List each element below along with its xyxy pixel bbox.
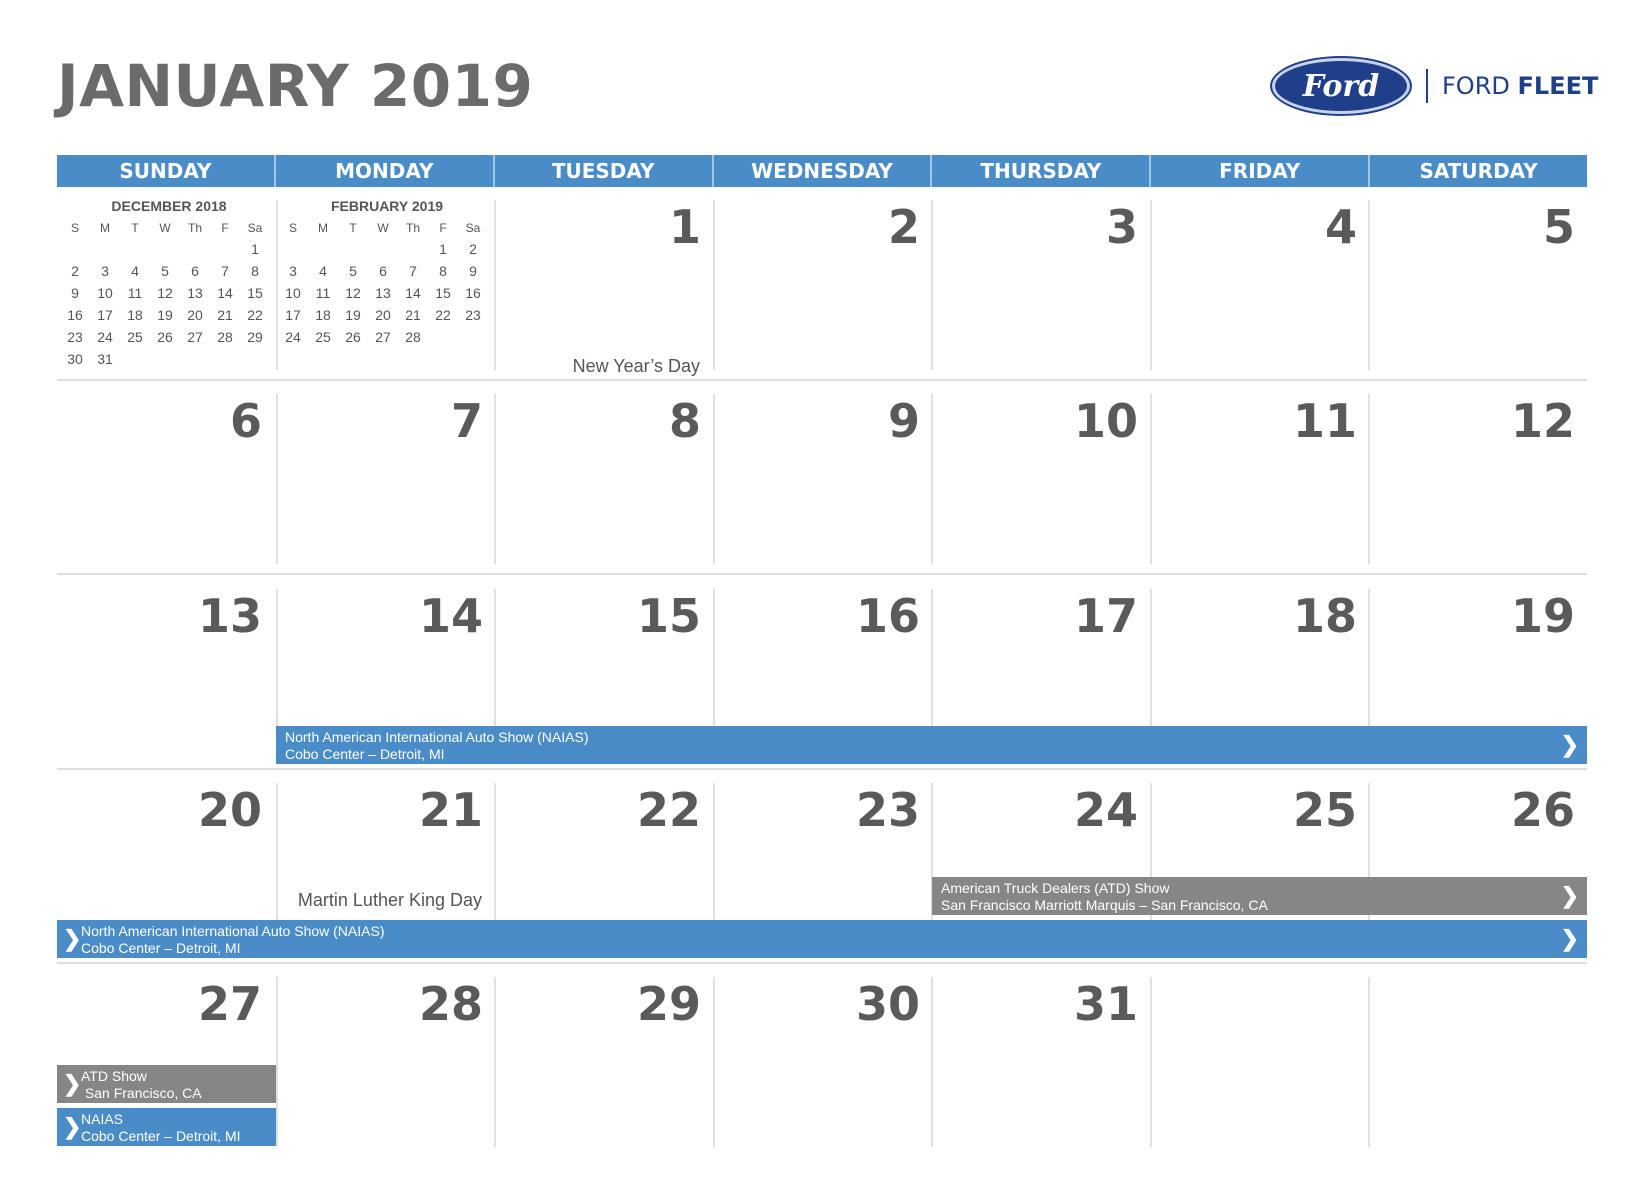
mini-calendar-day: 1 (439, 241, 447, 257)
mini-calendar-day: 22 (247, 307, 263, 323)
day-number: 29 (636, 977, 701, 1031)
mini-calendar-weekday: M (100, 221, 110, 235)
ford-oval-logo: Ford (1272, 58, 1410, 114)
mini-calendar-day (120, 348, 150, 370)
event-atd-show-continued[interactable]: ❯ ATD Show San Francisco, CA (57, 1065, 276, 1103)
mini-calendar-day (368, 238, 398, 260)
weekday-friday: FRIDAY (1151, 155, 1370, 187)
mini-calendar-day: 4 (319, 263, 327, 279)
mini-calendar-day: 14 (217, 285, 233, 301)
mini-calendar-day: 25 (127, 329, 143, 345)
mini-calendar-weekday: Th (405, 221, 420, 235)
day-number: 21 (418, 783, 483, 837)
mini-calendar-day: 23 (465, 307, 481, 323)
mini-calendar-day: 11 (315, 285, 331, 301)
week-divider (57, 768, 1587, 770)
day-cell[interactable] (1150, 977, 1371, 1147)
day-number: 9 (887, 394, 920, 448)
day-number: 10 (1073, 394, 1138, 448)
mini-calendar-day: 9 (469, 263, 477, 279)
page-title: JANUARY 2019 (57, 52, 534, 120)
mini-calendar-day: 25 (315, 329, 331, 345)
mini-calendar-day: 24 (97, 329, 113, 345)
holiday-mlk-day: Martin Luther King Day (297, 890, 482, 910)
chevron-left-icon: ❯ (63, 1114, 82, 1139)
mini-calendar-weekday: Sa (247, 221, 263, 235)
day-number: 13 (197, 589, 262, 643)
weekday-saturday: SATURDAY (1419, 159, 1538, 183)
day-cell[interactable] (713, 200, 934, 370)
day-cell[interactable] (1368, 977, 1589, 1147)
mini-calendar-weekday: W (159, 221, 171, 235)
mini-calendar-day (458, 326, 488, 348)
mini-calendar-day: 19 (157, 307, 173, 323)
mini-calendar-weekday: S (70, 221, 79, 235)
weekday-header (57, 155, 1587, 187)
day-number: 1 (668, 200, 701, 254)
mini-calendar-day: 26 (345, 329, 361, 345)
mini-calendar-day (180, 238, 210, 260)
day-cell[interactable] (1150, 200, 1371, 370)
mini-calendar-day: 16 (67, 307, 83, 323)
mini-calendar-day (338, 238, 368, 260)
day-number: 30 (855, 977, 920, 1031)
mini-calendar-day: 12 (345, 285, 361, 301)
chevron-left-icon: ❯ (63, 1071, 82, 1096)
mini-calendar-day: 16 (465, 285, 481, 301)
day-number: 23 (855, 783, 920, 837)
mini-calendar-day (308, 238, 338, 260)
day-number: 31 (1073, 977, 1138, 1031)
mini-calendar-day: 7 (409, 263, 417, 279)
mini-calendar-day: 3 (289, 263, 297, 279)
brand-name: FORD FLEET (1442, 72, 1599, 100)
mini-calendar-december (60, 198, 270, 370)
day-number: 27 (197, 977, 262, 1031)
mini-calendar-day (398, 238, 428, 260)
day-number: 14 (418, 589, 483, 643)
mini-calendar-day: 1 (251, 241, 259, 257)
mini-calendar-weekday: Th (187, 221, 202, 235)
mini-calendar-day: 24 (285, 329, 301, 345)
day-number: 15 (636, 589, 701, 643)
day-cell[interactable] (931, 977, 1152, 1147)
mini-calendar-weekday: F (439, 221, 447, 235)
mini-calendar-day: 7 (221, 263, 229, 279)
mini-calendar-day (150, 238, 180, 260)
day-cell[interactable] (713, 394, 934, 564)
mini-calendar-day: 2 (71, 263, 79, 279)
mini-calendar-weekday: S (288, 221, 297, 235)
event-atd-show[interactable]: American Truck Dealers (ATD) Show San Francisco Marriott Marquis – San Francisco, CA ❯ (932, 877, 1587, 915)
mini-calendar-day: 8 (439, 263, 447, 279)
day-cell[interactable] (494, 200, 715, 370)
day-cell[interactable] (1150, 394, 1371, 564)
chevron-right-icon: ❯ (1560, 732, 1579, 757)
mini-calendar-day: 2 (469, 241, 477, 257)
mini-calendar-february (278, 198, 488, 348)
mini-calendar-weekday: T (349, 221, 357, 235)
day-number: 18 (1292, 589, 1357, 643)
chevron-right-icon: ❯ (1560, 883, 1579, 908)
mini-calendar-title: FEBRUARY 2019 (330, 198, 444, 214)
logo-divider (1426, 69, 1428, 103)
day-number: 22 (636, 783, 701, 837)
mini-calendar-day: 5 (161, 263, 169, 279)
mini-calendar-day: 22 (435, 307, 451, 323)
mini-calendar-day (120, 238, 150, 260)
week-divider (57, 379, 1587, 381)
mini-calendar-day: 29 (247, 329, 263, 345)
mini-calendar-weekday: W (377, 221, 389, 235)
mini-calendar-day: 6 (191, 263, 199, 279)
mini-calendar-day: 19 (345, 307, 361, 323)
mini-calendar-day: 20 (187, 307, 203, 323)
mini-calendar-day: 17 (285, 307, 301, 323)
day-number: 2 (887, 200, 920, 254)
day-number: 3 (1105, 200, 1138, 254)
mini-calendar-day: 3 (101, 263, 109, 279)
week-divider (57, 573, 1587, 575)
mini-calendar-day: 10 (285, 285, 301, 301)
day-cell[interactable] (57, 394, 276, 564)
mini-calendar-day: 10 (97, 285, 113, 301)
day-number: 20 (197, 783, 262, 837)
day-number: 16 (855, 589, 920, 643)
mini-calendar-day (150, 348, 180, 370)
mini-calendar-weekday: F (221, 221, 229, 235)
mini-calendar-day: 20 (375, 307, 391, 323)
event-naias-continued[interactable]: ❯ NAIAS Cobo Center – Detroit, MI (57, 1108, 276, 1146)
mini-calendar-day: 13 (375, 285, 391, 301)
mini-calendar-day: 9 (71, 285, 79, 301)
day-number: 7 (450, 394, 483, 448)
ford-fleet-logo (1272, 60, 1598, 112)
mini-calendar-day: 8 (251, 263, 259, 279)
mini-calendar-day: 6 (379, 263, 387, 279)
mini-calendar-day (240, 348, 270, 370)
weekday-thursday: THURSDAY (932, 155, 1151, 187)
day-number: 12 (1510, 394, 1575, 448)
mini-calendar-day: 11 (127, 285, 143, 301)
day-number: 6 (229, 394, 262, 448)
mini-calendar-day: 12 (157, 285, 173, 301)
mini-calendar-day: 31 (97, 351, 113, 367)
mini-calendar-day (60, 238, 90, 260)
event-naias-continued[interactable]: ❯ North American International Auto Show (NAIAS) Cobo Center – Detroit, MI ❯ (57, 920, 1587, 958)
mini-calendar-day: 28 (405, 329, 421, 345)
mini-calendar-day (210, 238, 240, 260)
mini-calendar-day: 15 (247, 285, 263, 301)
day-number: 8 (668, 394, 701, 448)
mini-calendar-day: 17 (97, 307, 113, 323)
day-number: 4 (1324, 200, 1357, 254)
chevron-right-icon: ❯ (1560, 926, 1579, 951)
day-number: 11 (1292, 394, 1357, 448)
mini-calendar-weekday: T (131, 221, 139, 235)
weekday-tuesday: TUESDAY (495, 155, 714, 187)
mini-calendar-day (278, 238, 308, 260)
weekday-monday: MONDAY (276, 155, 495, 187)
mini-calendar-day: 21 (405, 307, 421, 323)
mini-calendar-day: 26 (157, 329, 173, 345)
mini-calendar-day: 23 (67, 329, 83, 345)
mini-calendar-day (428, 326, 458, 348)
mini-calendar-weekday: Sa (465, 221, 481, 235)
mini-calendar-day: 30 (67, 351, 83, 367)
mini-calendar-day: 18 (315, 307, 331, 323)
day-cell[interactable] (57, 589, 276, 759)
mini-calendar-title: DECEMBER 2018 (111, 198, 227, 214)
mini-calendar-day (90, 238, 120, 260)
mini-calendar-day (180, 348, 210, 370)
day-number: 5 (1542, 200, 1575, 254)
day-cell[interactable] (1368, 200, 1589, 370)
day-cell[interactable] (931, 200, 1152, 370)
weekday-wednesday: WEDNESDAY (714, 155, 933, 187)
weekday-sunday: SUNDAY (57, 155, 276, 187)
mini-calendar-day: 21 (217, 307, 233, 323)
day-number: 25 (1292, 783, 1357, 837)
day-cell[interactable] (931, 394, 1152, 564)
mini-calendar-day (210, 348, 240, 370)
holiday-new-years-day: New Year’s Day (572, 356, 700, 376)
day-number: 26 (1510, 783, 1575, 837)
mini-calendar-day: 4 (131, 263, 139, 279)
day-number: 28 (418, 977, 483, 1031)
mini-calendar-day: 15 (435, 285, 451, 301)
mini-calendar-day: 14 (405, 285, 421, 301)
chevron-left-icon: ❯ (63, 926, 82, 951)
mini-calendar-day: 18 (127, 307, 143, 323)
mini-calendar-day: 27 (187, 329, 203, 345)
mini-calendar-day: 13 (187, 285, 203, 301)
event-naias[interactable]: North American International Auto Show (NAIAS) Cobo Center – Detroit, MI ❯ (276, 726, 1587, 764)
mini-calendar-day: 28 (217, 329, 233, 345)
mini-calendar-day: 27 (375, 329, 391, 345)
week-row (57, 382, 1587, 575)
day-cell[interactable] (276, 394, 497, 564)
mini-calendar-day: 5 (349, 263, 357, 279)
mini-calendar-weekday: M (318, 221, 328, 235)
day-number: 19 (1510, 589, 1575, 643)
day-number: 24 (1073, 783, 1138, 837)
day-number: 17 (1073, 589, 1138, 643)
day-cell[interactable] (1368, 394, 1589, 564)
day-cell[interactable] (713, 977, 934, 1147)
